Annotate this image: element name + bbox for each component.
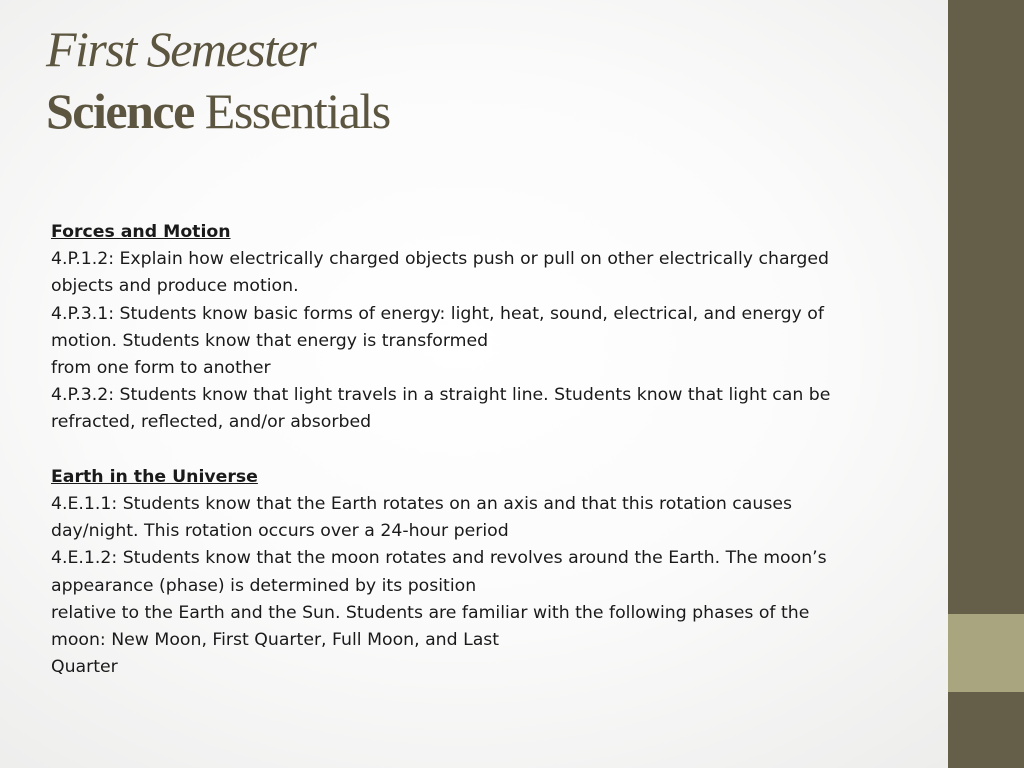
content-body	[51, 219, 911, 681]
sidebar-accent-block	[948, 614, 1024, 692]
text-line: day/night. This rotation occurs over a 24-hour period	[51, 521, 509, 542]
section-heading-earth-in-the-universe: Earth in the Universe	[51, 466, 258, 487]
text-line: 4.P.3.2: Students know that light travels in a straight line. Students know that light can be	[51, 385, 831, 406]
text-line: objects and produce motion.	[51, 276, 299, 297]
title-rest-word: Essentials	[204, 83, 390, 139]
text-line: 4.P.1.2: Explain how electrically charged objects push or pull on other electrically charged	[51, 249, 829, 270]
text-line: 4.P.3.1: Students know basic forms of energy: light, heat, sound, electrical, and energy of	[51, 303, 824, 324]
title-line-2	[46, 80, 926, 142]
text-line: 4.E.1.1: Students know that the Earth rotates on an axis and that this rotation causes	[51, 494, 792, 515]
text-line: appearance (phase) is determined by its position	[51, 575, 477, 596]
slide-title	[46, 18, 926, 142]
title-line-1: First Semester	[46, 21, 316, 77]
text-line: Quarter	[51, 657, 118, 678]
text-line: relative to the Earth and the Sun. Students are familiar with the following phases of the	[51, 602, 810, 623]
title-bold-word: Science	[46, 83, 194, 139]
section-heading-forces-and-motion: Forces and Motion	[51, 222, 231, 242]
text-line: from one form to another	[51, 358, 271, 379]
text-line: motion. Students know that energy is transformed	[51, 330, 489, 351]
text-line: 4.E.1.2: Students know that the moon rotates and revolves around the Earth. The moon’s	[51, 548, 827, 569]
section-spacer	[51, 437, 911, 464]
text-line: refracted, reflected, and/or absorbed	[51, 412, 372, 433]
text-line: moon: New Moon, First Quarter, Full Moon, and Last	[51, 630, 500, 651]
